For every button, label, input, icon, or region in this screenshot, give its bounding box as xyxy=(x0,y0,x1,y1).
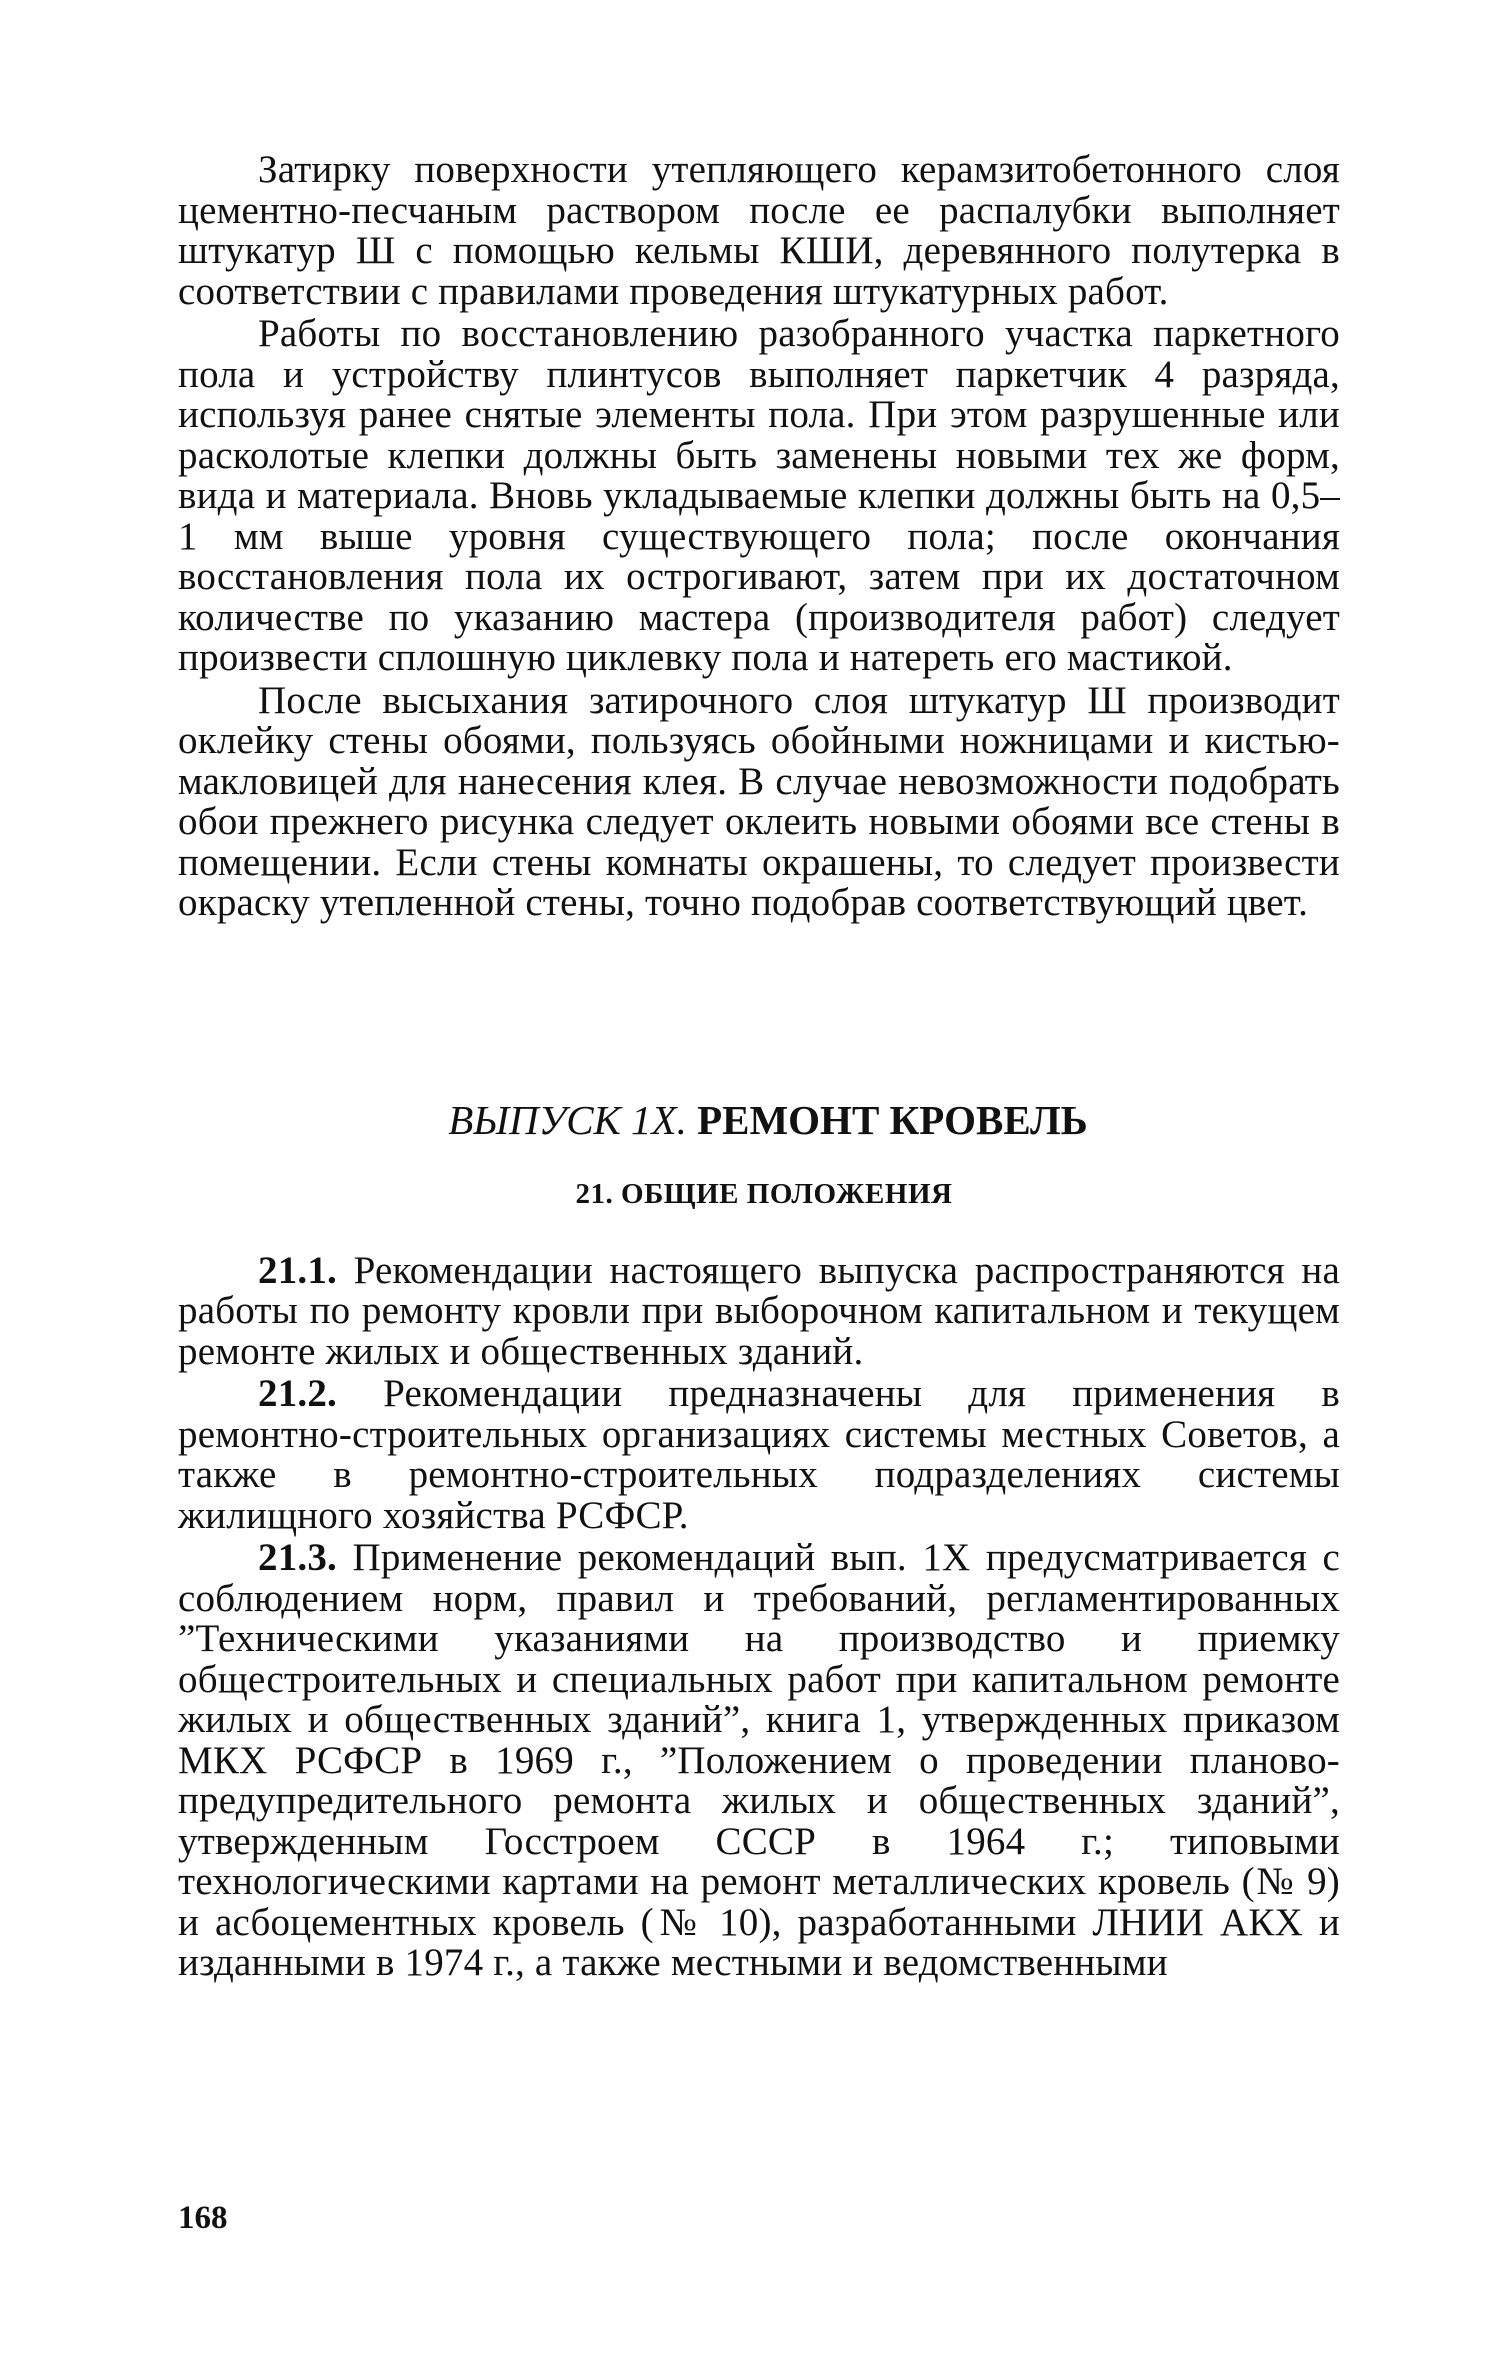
item-text: Рекомендации предназначены для применения в ремонтно-строительных организациях системы местных Советов, а также в ремонтно-строительных подразделениях системы жилищного хозяйства РСФСР. xyxy=(178,1372,1340,1537)
item-text: Рекомендации настоящего выпуска распространяются на работы по ремонту кровли при выборочном капитальном и текущем ремонте жилых и общественных зданий. xyxy=(178,1248,1340,1373)
item-text: Применение рекомендаций вып. 1Х предусматривается с соблюдением норм, правил и требований, регламентированных ”Техническими указаниями на производство и приемку общестроительных и специальных работ при капитальном ремонте жилых и общественных зданий”, книга 1, утвержденных приказом МКХ РСФСР в 1969 г., ”Положением о проведении планово-предупредительного ремонта жилых и общественных зданий”, утвержденным Госстроем СССР в 1964 г.; типовыми технологическими картами на ремонт металлических кровель (№ 9) и асбоцементных кровель (№ 10), разработанными ЛНИИ АКХ и изданными в 1974 г., а также местными и ведомственными xyxy=(178,1536,1341,1984)
section-heading: 21. ОБЩИЕ ПОЛОЖЕНИЯ xyxy=(575,1177,953,1210)
release-heading xyxy=(178,1096,1340,1144)
item-21-3 xyxy=(178,1538,1340,1984)
paragraph-parquet-repair: Работы по восстановлению разобранного участка паркетного пола и устройству плинтусов выполняет паркетчик 4 разряда, используя ранее снятые элементы пола. При этом разрушенные или расколотые клепки должны быть заменены новыми тех же форм, вида и материала. Вновь укладываемые клепки должны быть на 0,5–1 мм выше уровня существующего пола; после окончания восстановления пола их острогивают, затем при их достаточном количестве по указанию мастера (производителя работ) следует произвести сплошную циклевку пола и натереть его мастикой. xyxy=(178,312,1340,679)
paragraph-plastering: Затирку поверхности утепляющего керамзитобетонного слоя цементно-песчаным раствором после ее распалубки выполняет штукатур Ш с помощью кельмы КШИ, деревянного полутерка в соответствии с правилами проведения штукатурных работ. xyxy=(178,148,1340,313)
item-21-2 xyxy=(178,1374,1340,1536)
item-number: 21.1. xyxy=(258,1248,337,1292)
item-21-1 xyxy=(178,1248,1340,1373)
release-prefix: ВЫПУСК 1X. xyxy=(448,1096,687,1143)
page-body xyxy=(178,150,1340,1986)
release-title: РЕМОНТ КРОВЕЛЬ xyxy=(697,1096,1088,1143)
page-number: 168 xyxy=(178,2200,228,2236)
item-number: 21.3. xyxy=(258,1536,337,1579)
paragraph-wallpapering: После высыхания затирочного слоя штукатур Ш производит оклейку стены обоями, пользуясь обойными ножницами и кистью-макловицей для нанесения клея. В случае невозможности подобрать обои прежнего рисунка следует оклеить новыми обоями все стены в помещении. Если стены комнаты окрашены, то следует произвести окраску утепленной стены, точно подобрав соответствующий цвет. xyxy=(178,678,1340,924)
section-gap xyxy=(178,926,1340,1096)
item-number: 21.2. xyxy=(258,1372,337,1415)
